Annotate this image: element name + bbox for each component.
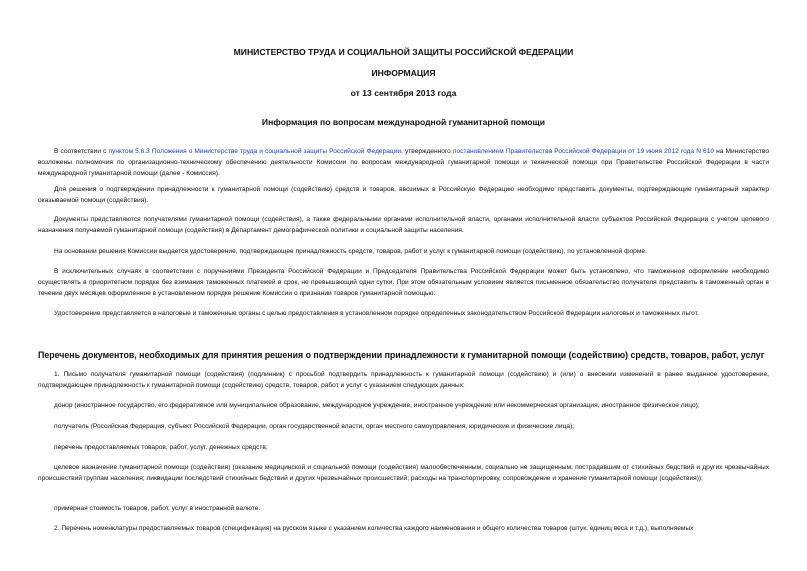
paragraph-3: Документы представляются получателями гуманитарной помощи (содействия), а также федеральными органами исполнительной власти, органами исполнительной власти субъектов Российской Федерации с учетом целевого назначения получаемой гуманитарной помощи (содействия) в Департамент демографической политики и социальной защиты населения. bbox=[38, 216, 769, 234]
list-item: примерная стоимость товаров, работ, услуг в иностранной валюте. bbox=[54, 505, 261, 512]
document-type: ИНФОРМАЦИЯ bbox=[371, 68, 436, 78]
paragraph-2: Для решения о подтверждении принадлежности к гуманитарной помощи (содействию) средств и товаров, ввозимых в Российскую Федерацию необходимо представить документы, подтверждающие гуманитарный характер оказываемой помощи (содействия). bbox=[38, 186, 769, 204]
regulation-link[interactable]: пунктом 5.6.3 Положения о Министерстве труда и социальной защиты Российской Федерации bbox=[108, 148, 402, 155]
paragraph-5: В исключительных случаях в соответствии с поручениями Президента Российской Федерации и Председателя Правительства Российской Федерации может быть установлено, что таможенное оформление необходимо осуществлять в приоритетном порядке без взимания таможенных платежей в срок, не превышающий одни сутки. При этом обязательным условием является письменное обязательство получателя представить в таможенный орган в течение двух месяцев оформленное в установленном порядке решение Комиссии о признании товаров гуманитарной помощью. bbox=[38, 268, 769, 297]
paragraph-1-post: на Министерство возложены полномочия по организационно-техническому обеспечению деятельности Комиссии по вопросам международной гуманитарной помощи и технической помощи при Правительстве Российской Федерации в части международной гуманитарной помощи (далее - Комиссия). bbox=[38, 148, 769, 177]
paragraph-1-mid: , утвержденного bbox=[401, 148, 453, 155]
list-item: целевое назначение гуманитарной помощи (содействия) (оказание медицинской и социальной помощи (содействия) малообеспеченным, социально не защищенным, пострадавшим от стихийных бедствий и других чрезвычайных происшествий группам населения; ликвидации последствий стихийных бедствий и других чрезвычайных происшествий; расходы на транспортировку, сопровождение и хранение гуманитарной помощи (содействия)); bbox=[38, 464, 769, 482]
section-title: Перечень документов, необходимых для принятия решения о подтверждении принадлежности к гуманитарной помощи (содействию) средств, товаров, работ, услуг bbox=[38, 350, 765, 360]
paragraph-6: Удостоверение представляется в налоговые и таможенные органы с целью предоставления в установленном порядке определенных законодательством Российской Федерации налоговых и таможенных льгот. bbox=[54, 310, 699, 317]
paragraph-1 bbox=[38, 147, 769, 179]
document-subject: Информация по вопросам международной гуманитарной помощи bbox=[261, 117, 546, 127]
paragraph-4: На основании решения Комиссии выдается удостоверение, подтверждающее принадлежность средств, товаров, работ и услуг к гуманитарной помощи (содействию), по установленной форме. bbox=[54, 248, 647, 255]
resolution-link[interactable]: постановлением Правительства Российской Федерации от 19 июня 2012 года N 610 bbox=[452, 148, 715, 155]
list-item: перечень предоставляемых товаров, работ, услуг, денежных средств; bbox=[54, 444, 268, 451]
ministry-title: МИНИСТЕРСТВО ТРУДА И СОЦИАЛЬНОЙ ЗАЩИТЫ РОССИЙСКОЙ ФЕДЕРАЦИИ bbox=[233, 47, 574, 57]
paragraph-1-pre: В соответствии с bbox=[54, 148, 109, 155]
list-item: донор (иностранное государство, его федеративное или муниципальное образование, международное учреждение, иностранное учреждение или некоммерческая организация, иностранное физическое лицо); bbox=[54, 402, 700, 409]
list-item: 2. Перечень номенклатуры предоставляемых товаров (спецификация) на русском языке с указанием количества каждого наименования и общего количества товаров (штук, единиц веса и т.д.), выполняемых bbox=[54, 525, 694, 532]
list-item: получатель (Российская Федерация, субъект Российской Федерации, орган государственной власти, орган местного самоуправления, юридические и физические лица); bbox=[54, 423, 575, 430]
list-item: 1. Письмо получателя гуманитарной помощи (содействия) (подлинник) с просьбой подтвердить принадлежность к гуманитарной помощи (содействию) и (или) о внесении изменений в ранее выданное удостоверение, подтверждающее принадлежность к гуманитарной помощи (содействию) средств, товаров, работ и услуг с указанием следующих данных: bbox=[38, 371, 769, 389]
document-date: от 13 сентября 2013 года bbox=[350, 88, 457, 98]
